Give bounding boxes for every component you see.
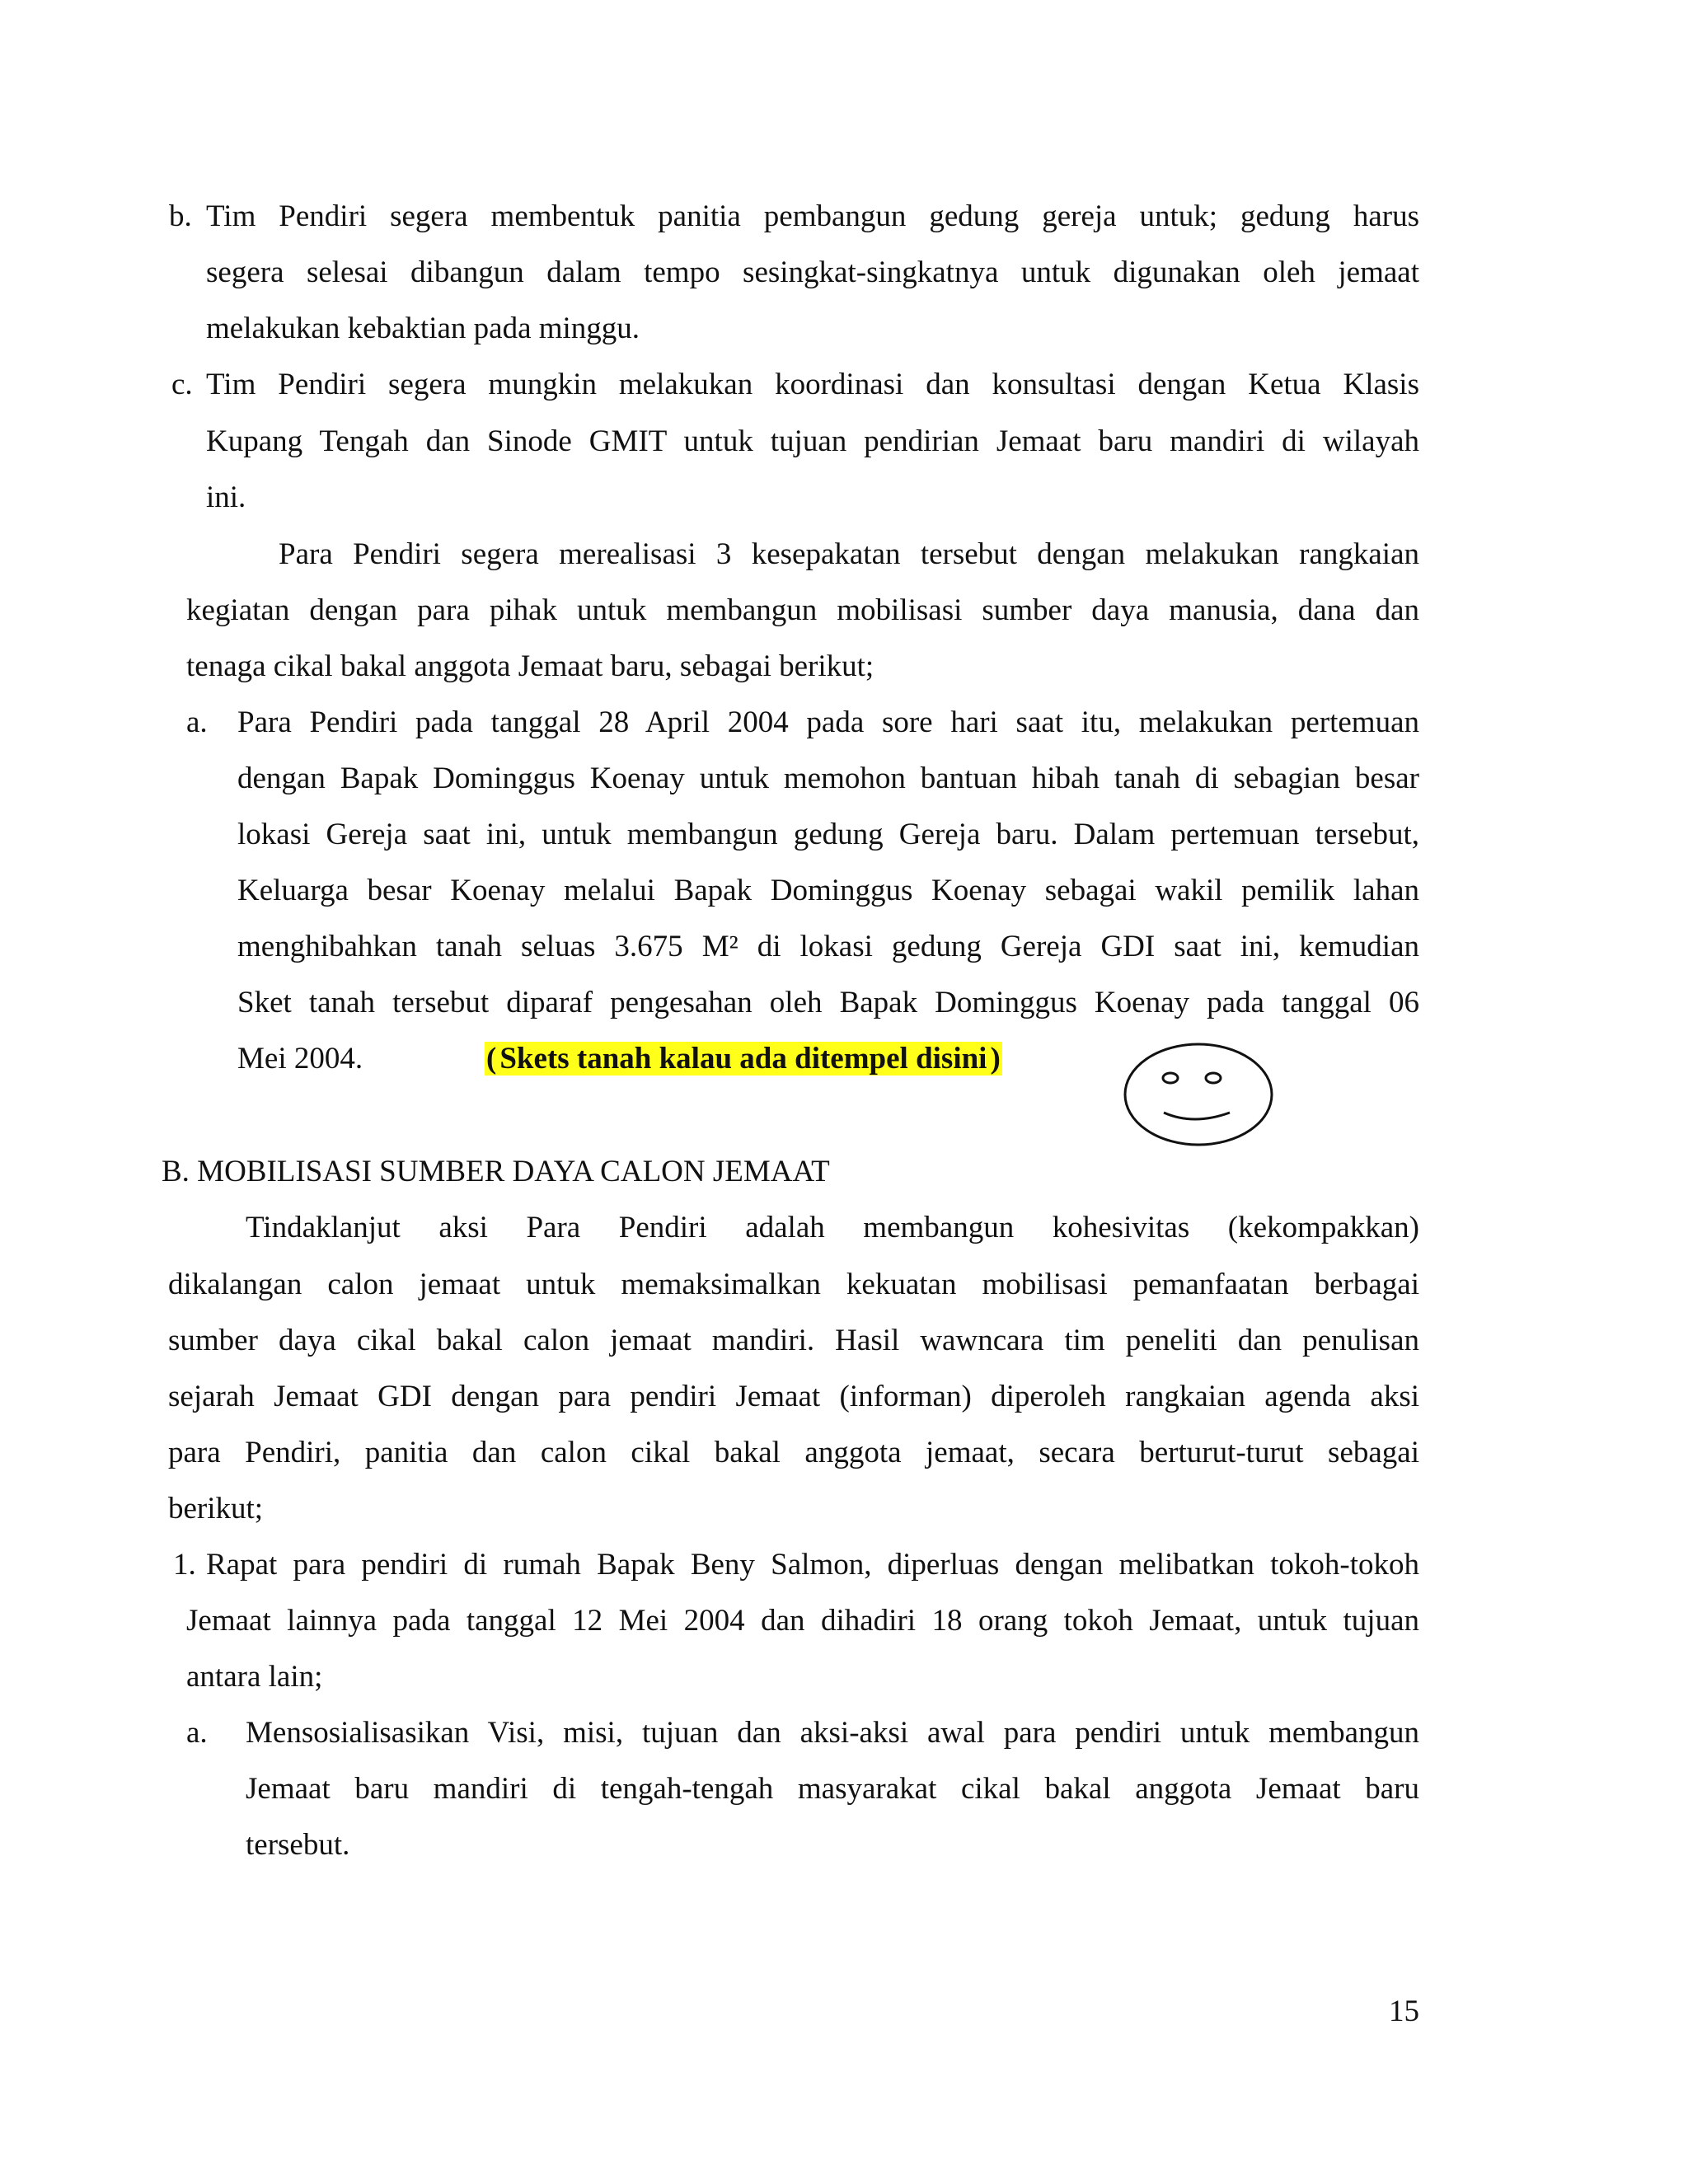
list-item-line: Keluarga besar Koenay melalui Bapak Dominggus Koenay sebagai wakil pemilik lahan [237, 874, 1419, 907]
list-marker: b. [169, 199, 192, 233]
list-item-line: Tim Pendiri segera mungkin melakukan koordinasi dan konsultasi dengan Ketua Klasis [206, 368, 1419, 401]
list-item-line: Sket tanah tersebut diparaf pengesahan oleh Bapak Dominggus Koenay pada tanggal 06 [237, 986, 1419, 1019]
smiley-face-icon [1121, 1040, 1276, 1149]
note-close-paren: ) [990, 1042, 1001, 1076]
list-marker: a. [186, 705, 208, 739]
list-item-line: Jemaat baru mandiri di tengah-tengah masyarakat cikal bakal anggota Jemaat baru [246, 1772, 1419, 1806]
list-marker: 1. [173, 1548, 196, 1582]
list-marker: c. [171, 368, 193, 401]
list-item-line: Para Pendiri pada tanggal 28 April 2004 pada sore hari saat itu, melakukan pertemuan [237, 705, 1419, 739]
note-text: Skets tanah kalau ada ditempel disini [499, 1042, 987, 1076]
list-item-line: dengan Bapak Dominggus Koenay untuk memohon bantuan hibah tanah di sebagian besar [237, 762, 1419, 795]
paragraph-line: dikalangan calon jemaat untuk memaksimalkan kekuatan mobilisasi pemanfaatan berbagai [168, 1268, 1419, 1301]
paragraph-line: Para Pendiri segera merealisasi 3 kesepakatan tersebut dengan melakukan rangkaian [279, 537, 1419, 571]
list-item-line: Jemaat lainnya pada tanggal 12 Mei 2004 dan dihadiri 18 orang tokoh Jemaat, untuk tujuan [186, 1604, 1419, 1638]
list-item-line: Mei 2004. [237, 1042, 363, 1076]
list-marker: a. [186, 1716, 208, 1750]
list-item-line: tersebut. [246, 1828, 350, 1862]
list-item-line: menghibahkan tanah seluas 3.675 M² di lokasi gedung Gereja GDI saat ini, kemudian [237, 930, 1419, 963]
list-item-line: Rapat para pendiri di rumah Bapak Beny Salmon, diperluas dengan melibatkan tokoh-tokoh [206, 1548, 1419, 1582]
paragraph-line: sumber daya cikal bakal calon jemaat mandiri. Hasil wawncara tim peneliti dan penulisan [168, 1324, 1419, 1357]
note-open-paren: ( [486, 1042, 497, 1076]
paragraph-line: tenaga cikal bakal anggota Jemaat baru, sebagai berikut; [186, 649, 874, 683]
paragraph-line: Tindaklanjut aksi Para Pendiri adalah membangun kohesivitas (kekompakkan) [246, 1211, 1419, 1244]
page-number: 15 [1389, 1994, 1419, 2028]
list-item-line: Kupang Tengah dan Sinode GMIT untuk tujuan pendirian Jemaat baru mandiri di wilayah [206, 424, 1419, 458]
list-item-line: Mensosialisasikan Visi, misi, tujuan dan aksi-aksi awal para pendiri untuk membangun [246, 1716, 1419, 1750]
highlighted-note [485, 1043, 1002, 1074]
paragraph-line: berikut; [168, 1492, 264, 1526]
list-item-line: Tim Pendiri segera membentuk panitia pembangun gedung gereja untuk; gedung harus [206, 199, 1419, 233]
paragraph-line: sejarah Jemaat GDI dengan para pendiri Jemaat (informan) diperoleh rangkaian agenda aksi [168, 1380, 1419, 1413]
list-item-line: segera selesai dibangun dalam tempo sesingkat-singkatnya untuk digunakan oleh jemaat [206, 255, 1419, 289]
list-item-line: lokasi Gereja saat ini, untuk membangun gedung Gereja baru. Dalam pertemuan tersebut, [237, 818, 1419, 851]
paragraph-line: kegiatan dengan para pihak untuk membangun mobilisasi sumber daya manusia, dana dan [186, 593, 1419, 627]
list-item-line: melakukan kebaktian pada minggu. [206, 312, 640, 345]
list-item-line: antara lain; [186, 1660, 323, 1694]
section-heading: B. MOBILISASI SUMBER DAYA CALON JEMAAT [162, 1155, 830, 1188]
paragraph-line: para Pendiri, panitia dan calon cikal bakal anggota jemaat, secara berturut-turut sebagai [168, 1436, 1419, 1469]
list-item-line: ini. [206, 480, 246, 514]
